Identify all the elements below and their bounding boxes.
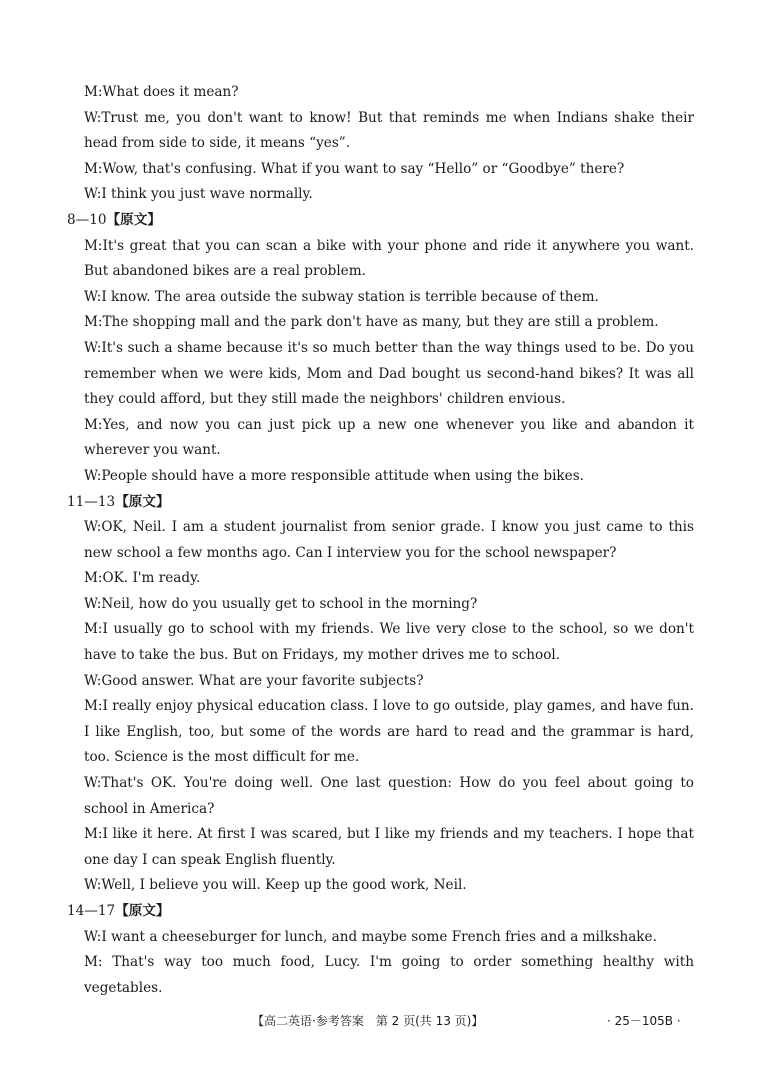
dialogue-line: M: That's way too much food, Lucy. I'm going to order something healthy with vegetables.	[84, 954, 694, 996]
dialogue-line: M:Yes, and now you can just pick up a new one whenever you like and abandon it wherever you want.	[84, 416, 694, 459]
section-range: 14—17	[67, 903, 116, 919]
section-label: 【原文】	[115, 903, 170, 919]
section-label: 【原文】	[115, 493, 170, 510]
dialogue-line: M:I usually go to school with my friends. We live very close to the school, so we don't have to take the bus. But on Fridays, my mother drives me to school.	[84, 621, 694, 664]
section-heading	[67, 490, 694, 516]
dialogue-line: M:OK. I'm ready.	[84, 570, 201, 587]
section-range: 8—10	[67, 211, 107, 228]
dialogue-line: W:Neil, how do you usually get to school in the morning?	[84, 595, 478, 612]
dialogue-line: M:What does it mean?	[84, 84, 239, 100]
dialogue-line: M:I really enjoy physical education class. I love to go outside, play games, and have fun. I like English, too, but some of the words are hard to read and the grammar is hard, too. Science is the most difficult for me.	[84, 698, 694, 766]
section-heading	[67, 208, 694, 234]
section-label: 【原文】	[106, 211, 161, 228]
dialogue-line: W:That's OK. You're doing well. One last question: How do you feel about going to school in America?	[84, 775, 694, 817]
dialogue-line: W:Good answer. What are your favorite subjects?	[84, 672, 424, 689]
dialogue-line: W:I know. The area outside the subway station is terrible because of them.	[84, 288, 599, 305]
dialogue-line: M:I like it here. At first I was scared, but I like my friends and my teachers. I hope that one day I can speak English fluently.	[84, 826, 694, 868]
footer-page-info: 【高二英语·参考答案 第 2 页(共 13 页)】	[252, 1014, 484, 1028]
dialogue-line: W:Well, I believe you will. Keep up the good work, Neil.	[84, 877, 467, 894]
dialogue-line: M:Wow, that's confusing. What if you want to say “Hello” or “Goodbye” there?	[84, 160, 625, 177]
dialogue-line: W:It's such a shame because it's so much better than the way things used to be. Do you remember when we were kids, Mom and Dad bought us second-hand bikes? It was all they could afford, but they still made the neighbors' children envious.	[84, 339, 694, 408]
transcript-body	[67, 80, 694, 1001]
dialogue-line: W:I want a cheeseburger for lunch, and maybe some French fries and a milkshake.	[84, 928, 657, 945]
dialogue-line: W:Trust me, you don't want to know! But that reminds me when Indians shake their head from side to side, it means “yes”.	[84, 109, 694, 152]
footer-code: · 25－105B ·	[607, 1014, 681, 1028]
section-range: 11—13	[67, 493, 116, 510]
dialogue-line: M:It's great that you can scan a bike with your phone and ride it anywhere you want. But abandoned bikes are a real problem.	[84, 237, 694, 280]
page-footer	[0, 1008, 764, 1034]
dialogue-line: W:People should have a more responsible attitude when using the bikes.	[84, 467, 585, 484]
dialogue-line: W:I think you just wave normally.	[84, 186, 313, 203]
section-heading	[67, 899, 694, 925]
dialogue-line: M:The shopping mall and the park don't have as many, but they are still a problem.	[84, 314, 659, 331]
dialogue-line: W:OK, Neil. I am a student journalist from senior grade. I know you just came to this new school a few months ago. Can I interview you for the school newspaper?	[84, 519, 694, 561]
